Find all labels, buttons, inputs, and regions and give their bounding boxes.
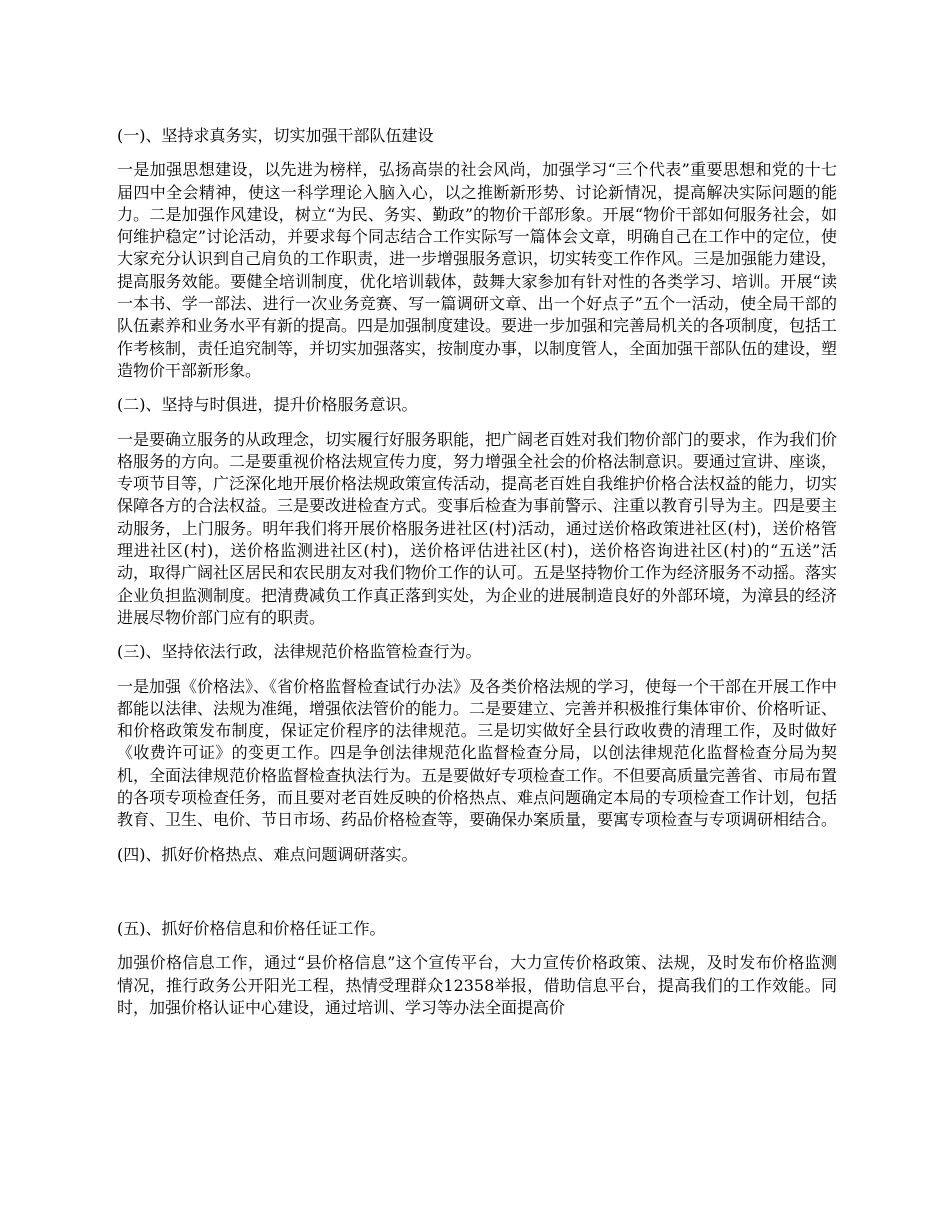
blank-gap — [117, 878, 837, 918]
section-2-heading: (二)、坚持与时俱进，提升价格服务意识。 — [117, 395, 418, 415]
section-1-heading: (一)、坚持求真务实，切实加强干部队伍建设 — [117, 126, 434, 145]
document-page — [117, 125, 837, 1031]
section-3-heading: (三)、坚持依法行政，法律规范价格监管检查行为。 — [117, 642, 482, 662]
section-5-paragraph: 加强价格信息工作，通过“县价格信息”这个宣传平台，大力宣传价格政策、法规，及时发布价格监测情况，推行政务公开阳光工程，热情受理群众12358举报，借助信息平台，提高我们的工作效能。同时，加强价格认证中心建设，通过培训、学习等办法全面提高价 — [117, 953, 837, 1017]
section-3-paragraph: 一是加强《价格法》、《省价格监督检查试行办法》及各类价格法规的学习，使每一个干部在开展工作中都能以法律、法规为准绳，增强依法管价的能力。二是要建立、完善并积极推行集体审价、价格听证、和价格政策发布制度，保证定价程序的法律规范。三是切实做好全县行政收费的清理工作，及时做好《收费许可证》的变更工作。四是争创法律规范化监督检查分局，以创法律规范化监督检查分局为契机，全面法律规范价格监督检查执法行为。五是要做好专项检查工作。不但要高质量完善省、市局布置的各项专项检查任务，而且要对老百姓反映的价格热点、难点问题确定本局的专项检查工作计划，包括教育、卫生、电价、节日市场、药品价格检查等，要确保办案质量，要寓专项检查与专项调研相结合。 — [117, 676, 838, 830]
section-1-paragraph: 一是加强思想建设，以先进为榜样，弘扬高崇的社会风尚，加强学习“三个代表”重要思想和党的十七届四中全会精神，使这一科学理论入脑入心，以之推断新形势、讨论新情况，提高解决实际问题的能力。二是加强作风建设，树立“为民、务实、勤政”的物价干部形象。开展“物价干部如何服务社会，如何维护稳定”讨论活动，并要求每个同志结合工作实际写一篇体会文章，明确自己在工作中的定位，使大家充分认识到自己肩负的工作职责，进一步增强服务意识，切实转变工作作风。三是加强能力建设，提高服务效能。要健全培训制度，优化培训载体，鼓舞大家参加有针对性的各类学习、培训。开展“读一本书、学一部法、进行一次业务竞赛、写一篇调研文章、出一个好点子”五个一活动，使全局干部的队伍素养和业务水平有新的提高。四是加强制度建设。要进一步加强和完善局机关的各项制度，包括工作考核制，责任追究制等，并切实加强落实，按制度办事，以制度管人，全面加强干部队伍的建设，塑造物价干部新形象。 — [117, 160, 838, 380]
section-4-heading: (四)、抓好价格热点、难点问题调研落实。 — [117, 844, 418, 864]
section-2-paragraph: 一是要确立服务的从政理念，切实履行好服务职能，把广阔老百姓对我们物价部门的要求，作为我们价格服务的方向。二是要重视价格法规宣传力度，努力增强全社会的价格法制意识。要通过宣讲、座谈，专项节目等，广泛深化地开展价格法规政策宣传活动，提高老百姓自我维护价格合法权益的能力，切实保障各方的合法权益。三是要改进检查方式。变事后检查为事前警示、注重以教育引导为主。四是要主动服务，上门服务。明年我们将开展价格服务进社区(村)活动，通过送价格政策进社区(村)，送价格管理进社区(村)，送价格监测进社区(村)，送价格评估进社区(村)，送价格咨询进社区(村)的“五送”活动，取得广阔社区居民和农民朋友对我们物价工作的认可。五是坚持物价工作为经济服务不动摇。落实企业负担监测制度。把清费减负工作真正落到实处，为企业的进展制造良好的外部环境，为漳县的经济进展尽物价部门应有的职责。 — [117, 429, 838, 627]
section-5-heading: (五)、抓好价格信息和价格任证工作。 — [117, 918, 386, 938]
